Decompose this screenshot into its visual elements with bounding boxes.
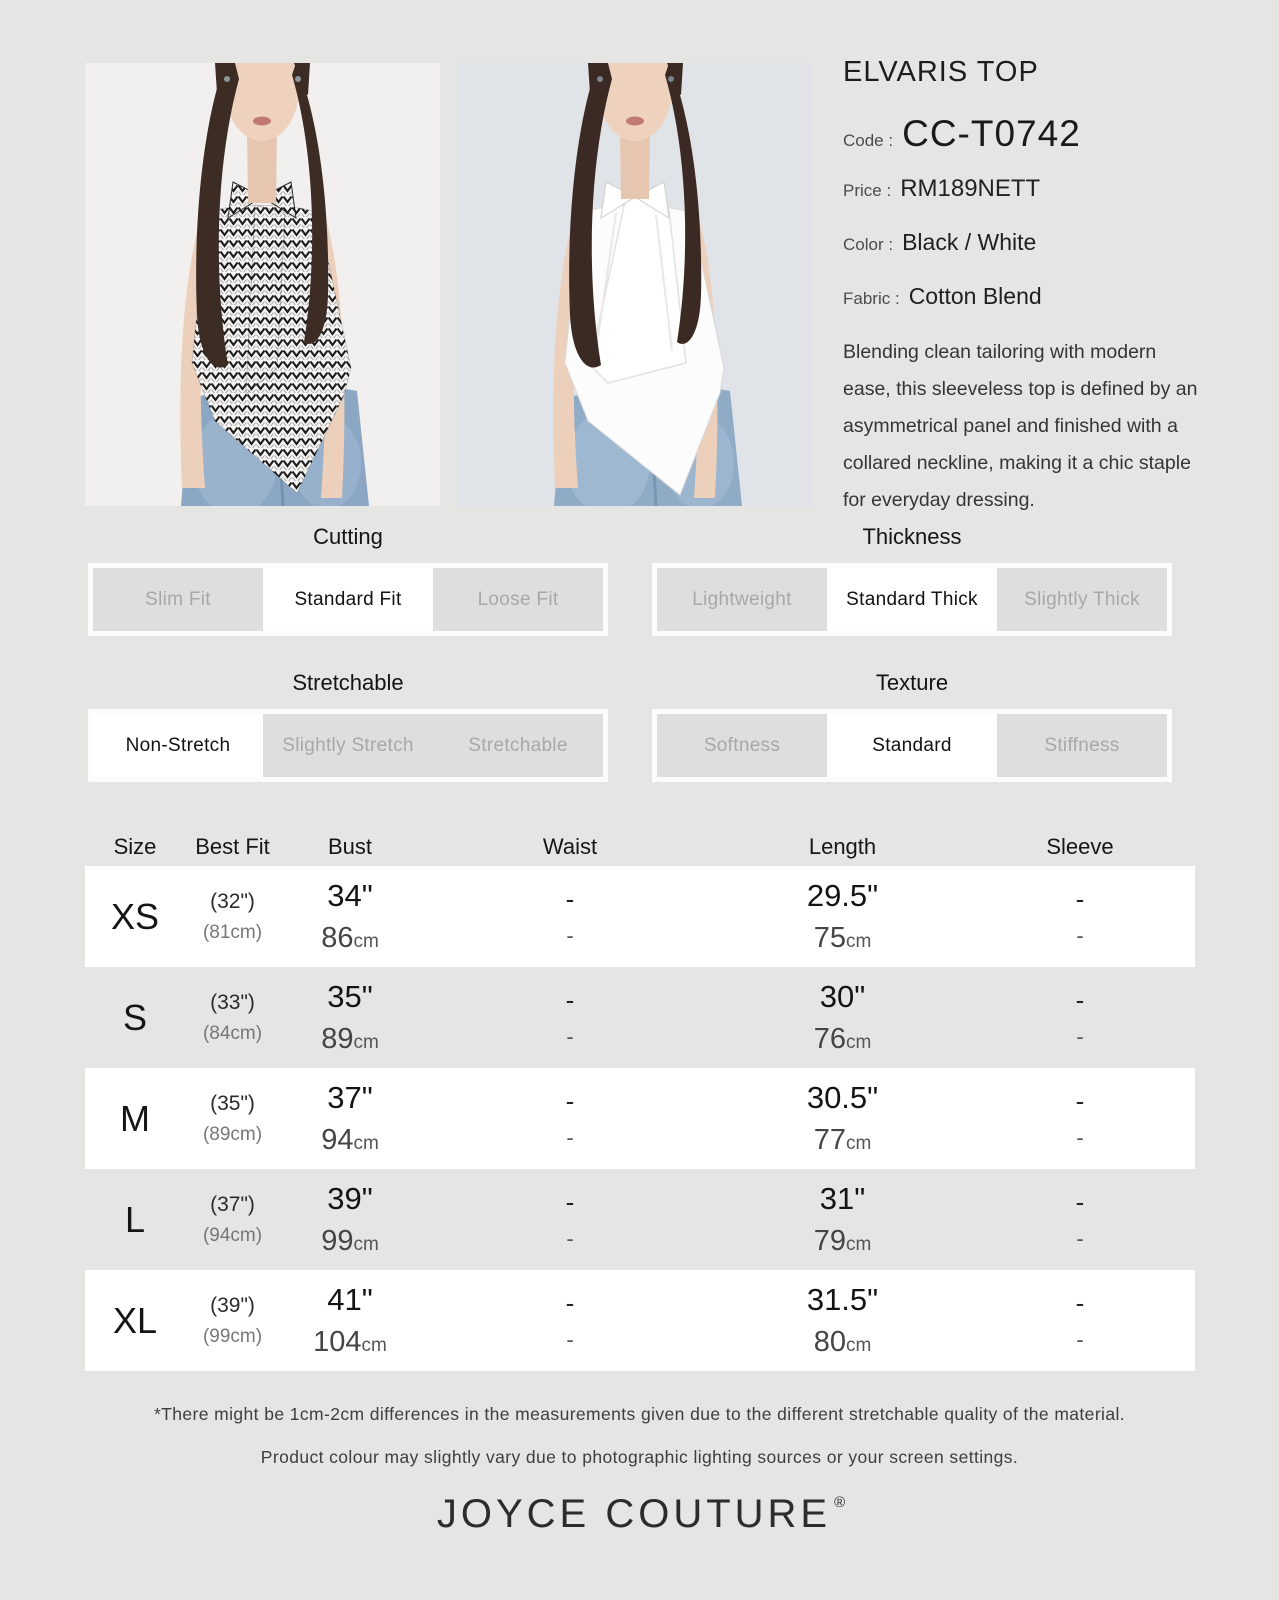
size-row-xl <box>85 1270 1195 1371</box>
product-price-row <box>843 175 1203 203</box>
cell-bestfit-m <box>185 1068 280 1169</box>
column-header-sleeve: Sleeve <box>1046 834 1114 859</box>
cell-length-xl-cm: 80cm <box>813 1326 872 1358</box>
cell-sleeve-l <box>965 1169 1195 1270</box>
product-photos <box>85 63 813 506</box>
color-value: Black / White <box>902 229 1037 255</box>
cell-sleeve-s <box>965 967 1195 1068</box>
cell-sleeve-xs-inches: - <box>1075 884 1085 914</box>
cell-bust-l-cm: 99cm <box>321 1225 379 1257</box>
cell-bust-xl-cm: 104cm <box>313 1326 387 1358</box>
attr-group-stretchable <box>88 670 608 782</box>
product-photo-patterned <box>85 63 440 506</box>
size-table-body <box>85 866 1195 1371</box>
cell-sleeve-s-cm: - <box>1076 1024 1084 1049</box>
cell-waist-l-inches: - <box>565 1187 575 1217</box>
cell-size-m <box>85 1068 185 1169</box>
cell-waist-s <box>420 967 720 1068</box>
option-softness[interactable]: Softness <box>657 714 827 777</box>
cell-length-m-unit: cm <box>845 1133 872 1154</box>
cell-sleeve-l-cm: - <box>1076 1226 1084 1251</box>
cell-waist-xl <box>420 1270 720 1371</box>
cell-waist-xs <box>420 866 720 967</box>
cell-size-l <box>85 1169 185 1270</box>
color-label: Color : <box>843 235 894 254</box>
cell-bust-xl <box>280 1270 420 1371</box>
cell-size-xs <box>85 866 185 967</box>
cell-length-l-unit: cm <box>845 1234 872 1255</box>
option-slightly-stretch[interactable]: Slightly Stretch <box>263 714 433 777</box>
cell-bust-s-inches: 35" <box>327 979 373 1014</box>
product-fabric-row <box>843 283 1203 310</box>
cell-length-l-cm: 79cm <box>813 1225 872 1257</box>
brand-logo <box>0 1492 1279 1537</box>
cell-waist-l <box>420 1169 720 1270</box>
cell-sleeve-l-inches: - <box>1075 1187 1085 1217</box>
cell-bestfit-s-cm: (84cm) <box>202 1022 263 1044</box>
cell-bestfit-l-cm: (94cm) <box>202 1224 263 1246</box>
cell-bestfit-xs <box>185 866 280 967</box>
option-standard[interactable]: Standard <box>827 714 997 777</box>
option-non-stretch[interactable]: Non-Stretch <box>93 714 263 777</box>
cell-bust-m-unit: cm <box>353 1133 379 1154</box>
cell-length-xl-inches: 31.5" <box>806 1282 879 1317</box>
size-label-s: S <box>122 996 147 1038</box>
cell-bestfit-m-inches: (35") <box>210 1091 255 1115</box>
size-table <box>85 800 1195 1371</box>
cell-length-s-inches: 30" <box>819 979 866 1014</box>
price-value: RM189NETT <box>900 175 1041 202</box>
attr-group-texture <box>652 670 1172 782</box>
cell-waist-s-cm: - <box>566 1024 574 1049</box>
size-row-m <box>85 1068 1195 1169</box>
cell-sleeve-m-inches: - <box>1075 1086 1085 1116</box>
cell-waist-xl-inches: - <box>565 1288 575 1318</box>
option-standard-fit[interactable]: Standard Fit <box>263 568 433 631</box>
column-header-size: Size <box>113 834 157 859</box>
attr-title-thickness: Thickness <box>862 524 962 549</box>
cell-bust-xs-cm: 86cm <box>321 922 379 954</box>
size-row-xs <box>85 866 1195 967</box>
attr-control-stretchable <box>88 709 608 782</box>
attribute-selectors <box>88 524 1172 782</box>
product-title: ELVARIS TOP <box>843 56 1039 88</box>
option-standard-thick[interactable]: Standard Thick <box>827 568 997 631</box>
cell-bust-xl-unit: cm <box>361 1335 387 1356</box>
attr-control-cutting <box>88 563 608 636</box>
cell-sleeve-xs <box>965 866 1195 967</box>
cell-sleeve-xl-cm: - <box>1076 1327 1084 1352</box>
registered-trademark-icon: ® <box>834 1494 846 1511</box>
product-description: Blending clean tailoring with modern ease, this sleeveless top is defined by an asymmetrical panel and finished with a collared neckline, making it a chic staple for everyday dressing. <box>843 341 1198 511</box>
cell-size-xl <box>85 1270 185 1371</box>
cell-waist-xs-cm: - <box>566 923 574 948</box>
cell-bestfit-xs-cm: (81cm) <box>202 921 263 943</box>
measurement-disclaimer: *There might be 1cm-2cm differences in the measurements given due to the different stretchable quality of the material. <box>153 1404 1126 1424</box>
brand-name: JOYCE COUTURE <box>436 1492 832 1536</box>
size-label-m: M <box>120 1097 150 1139</box>
cell-waist-m <box>420 1068 720 1169</box>
cell-bust-l-unit: cm <box>353 1234 379 1255</box>
attr-title-cutting: Cutting <box>313 524 383 549</box>
cell-length-m-cm: 77cm <box>813 1124 872 1156</box>
cell-bestfit-m-cm: (89cm) <box>202 1123 263 1145</box>
column-header-length: Length <box>808 834 877 859</box>
cell-bestfit-xs-inches: (32") <box>210 889 255 913</box>
cell-waist-xl-cm: - <box>566 1327 574 1352</box>
cell-length-m-inches: 30.5" <box>806 1080 879 1115</box>
attr-control-texture <box>652 709 1172 782</box>
cell-bestfit-s <box>185 967 280 1068</box>
cell-bust-m <box>280 1068 420 1169</box>
product-code-row <box>843 113 1203 155</box>
cell-bestfit-xl-inches: (39") <box>210 1293 255 1317</box>
cell-size-s <box>85 967 185 1068</box>
cell-bust-m-inches: 37" <box>327 1080 373 1115</box>
cell-waist-m-cm: - <box>566 1125 574 1150</box>
cell-length-xs <box>720 866 965 967</box>
cell-length-xl-unit: cm <box>845 1335 872 1356</box>
option-loose-fit[interactable]: Loose Fit <box>433 568 603 631</box>
cell-waist-xs-inches: - <box>565 884 575 914</box>
attr-title-stretchable: Stretchable <box>292 670 404 695</box>
cell-length-xs-unit: cm <box>845 931 872 952</box>
cell-bust-s-cm: 89cm <box>321 1023 379 1055</box>
cell-bust-l-inches: 39" <box>327 1181 373 1216</box>
cell-bust-s <box>280 967 420 1068</box>
cell-bestfit-l-inches: (37") <box>210 1192 255 1216</box>
cell-length-m <box>720 1068 965 1169</box>
fabric-value: Cotton Blend <box>908 283 1042 309</box>
cell-length-xs-cm: 75cm <box>813 922 872 954</box>
cell-bestfit-xl-cm: (99cm) <box>202 1325 263 1347</box>
product-color-row <box>843 229 1203 256</box>
cell-sleeve-m <box>965 1068 1195 1169</box>
size-row-s <box>85 967 1195 1068</box>
column-header-waist: Waist <box>542 834 598 859</box>
fabric-label: Fabric : <box>843 289 900 308</box>
cell-bust-xl-inches: 41" <box>327 1282 373 1317</box>
colour-disclaimer: Product colour may slightly vary due to photographic lighting sources or your screen settings. <box>260 1447 1019 1467</box>
cell-sleeve-xl <box>965 1270 1195 1371</box>
option-slim-fit[interactable]: Slim Fit <box>93 568 263 631</box>
option-stretchable[interactable]: Stretchable <box>433 714 603 777</box>
attr-title-texture: Texture <box>875 670 949 695</box>
column-header-bust: Bust <box>327 834 373 859</box>
cell-sleeve-s-inches: - <box>1075 985 1085 1015</box>
product-info <box>843 52 1203 519</box>
cell-sleeve-xs-cm: - <box>1076 923 1084 948</box>
price-label: Price : <box>843 181 892 200</box>
size-row-l <box>85 1169 1195 1270</box>
cell-length-xl <box>720 1270 965 1371</box>
cell-bust-s-unit: cm <box>353 1032 379 1053</box>
option-lightweight[interactable]: Lightweight <box>657 568 827 631</box>
size-table-header <box>85 800 1195 866</box>
size-label-xl: XL <box>112 1299 158 1341</box>
size-label-xs: XS <box>110 895 160 937</box>
attr-control-thickness <box>652 563 1172 636</box>
cell-bestfit-xl <box>185 1270 280 1371</box>
cell-length-s <box>720 967 965 1068</box>
cell-length-s-unit: cm <box>845 1032 872 1053</box>
cell-bust-xs-inches: 34" <box>327 878 373 913</box>
cell-bestfit-l <box>185 1169 280 1270</box>
column-header-best-fit: Best Fit <box>195 834 270 859</box>
code-label: Code : <box>843 131 894 150</box>
cell-waist-s-inches: - <box>565 985 575 1015</box>
option-stiffness[interactable]: Stiffness <box>997 714 1167 777</box>
attr-group-cutting <box>88 524 608 636</box>
size-label-l: L <box>124 1198 146 1240</box>
product-photo-white <box>458 63 813 506</box>
cell-bust-xs <box>280 866 420 967</box>
cell-bust-xs-unit: cm <box>353 931 379 952</box>
cell-sleeve-xl-inches: - <box>1075 1288 1085 1318</box>
cell-length-l-inches: 31" <box>819 1181 866 1216</box>
attr-group-thickness <box>652 524 1172 636</box>
cell-waist-m-inches: - <box>565 1086 575 1116</box>
cell-waist-l-cm: - <box>566 1226 574 1251</box>
cell-bust-m-cm: 94cm <box>321 1124 379 1156</box>
cell-length-xs-inches: 29.5" <box>806 878 879 913</box>
cell-bust-l <box>280 1169 420 1270</box>
cell-length-l <box>720 1169 965 1270</box>
cell-bestfit-s-inches: (33") <box>210 990 255 1014</box>
cell-sleeve-m-cm: - <box>1076 1125 1084 1150</box>
option-slightly-thick[interactable]: Slightly Thick <box>997 568 1167 631</box>
cell-length-s-cm: 76cm <box>813 1023 872 1055</box>
code-value: CC-T0742 <box>902 113 1081 154</box>
